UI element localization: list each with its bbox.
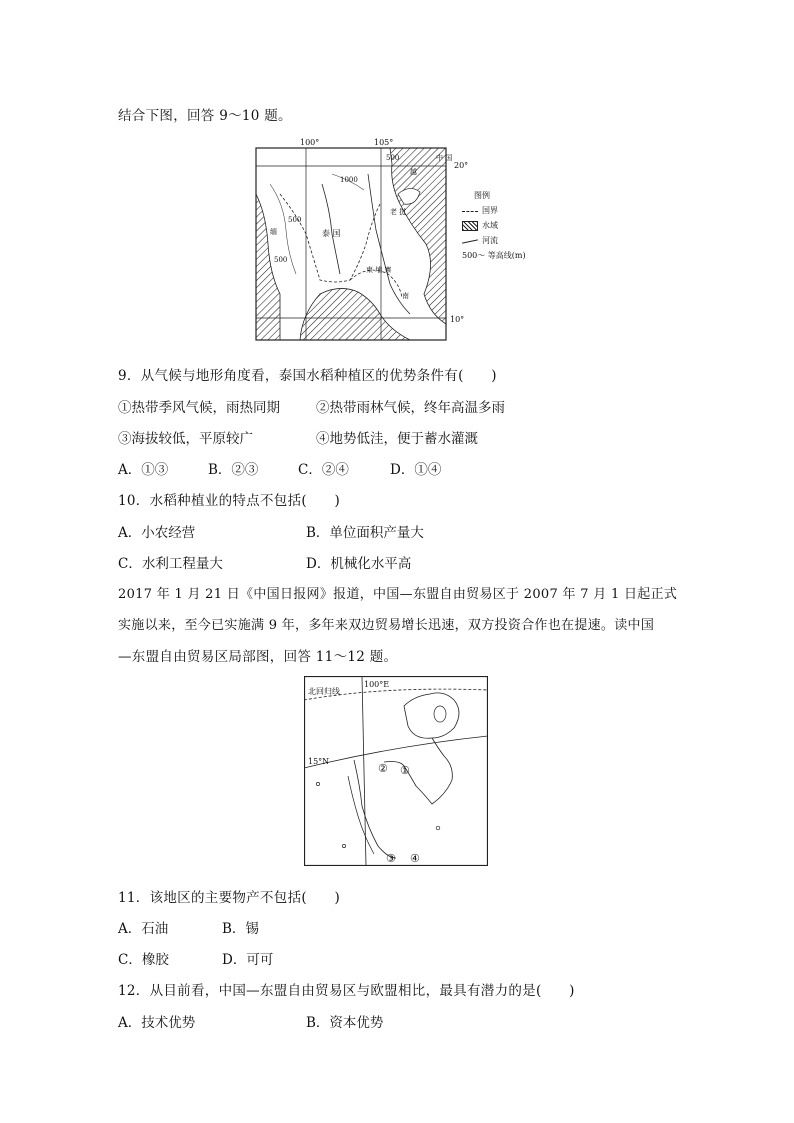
q10-option-c[interactable]: C．水利工程量大 — [118, 556, 223, 572]
q9-option-c[interactable]: C．②④ — [298, 462, 349, 478]
passage-line-3: —东盟自由贸易区局部图，回答 11～12 题。 — [118, 649, 398, 665]
q12-stem: 12．从目前看，中国—东盟自由贸易区与欧盟相比，最具有潜力的是( ) — [118, 983, 575, 999]
contour-label-500a: 500 — [288, 216, 302, 224]
q11-option-d[interactable]: D．可可 — [222, 952, 274, 968]
q11-option-c[interactable]: C．橡胶 — [118, 952, 169, 968]
q11-option-a[interactable]: A．石油 — [118, 921, 169, 937]
contour-label-1000: 1000 — [340, 176, 358, 184]
marker-1: ① — [400, 764, 410, 777]
passage-line-1: 2017 年 1 月 21 日《中国日报网》报道，中国—东盟自由贸易区于 2007 年 7 月 1 日起正式 — [118, 587, 678, 602]
legend-river: 河流 — [462, 233, 572, 248]
q9-statement-2: ②热带雨林气候，终年高温多雨 — [316, 400, 505, 416]
legend-border: 国界 — [462, 203, 572, 218]
lat-20-label: 20° — [454, 161, 469, 170]
label-cambodia: 柬 埔 寨 — [366, 266, 392, 274]
label-china: 中 国 — [436, 154, 453, 162]
q11-stem: 11．该地区的主要物产不包括( ) — [118, 890, 341, 906]
lat-10-label: 10° — [450, 315, 465, 324]
legend-title: 图例 — [474, 191, 490, 200]
q9-option-a[interactable]: A．①③ — [118, 462, 169, 478]
map1-svg — [240, 134, 480, 346]
q12-option-a[interactable]: A．技术优势 — [118, 1015, 196, 1031]
q10-option-a[interactable]: A．小农经营 — [118, 525, 196, 541]
marker-3: ③ — [386, 852, 396, 865]
q9-option-b[interactable]: B．②③ — [208, 462, 259, 478]
q9-stem: 9．从气候与地形角度看，泰国水稻种植区的优势条件有( ) — [118, 368, 497, 384]
q11-option-b[interactable]: B．锡 — [222, 921, 259, 937]
q10-option-d[interactable]: D．机械化水平高 — [306, 556, 412, 572]
passage-line-2: 实施以来，至今已实施满 9 年，多年来双边贸易增长迅速，双方投资合作也在提速。读中国 — [118, 618, 655, 633]
label-vietnam-south: 南 — [402, 292, 409, 300]
label-thailand: 泰 国 — [322, 229, 341, 238]
label-myanmar: 缅 — [270, 228, 277, 236]
lat-15n-label: 15°N — [308, 757, 330, 766]
q10-option-b[interactable]: B．单位面积产量大 — [306, 525, 424, 541]
intro-text: 结合下图，回答 9～10 题。 — [118, 108, 292, 124]
legend-contour: 500～ 等高线(m) — [462, 251, 526, 260]
q10-stem: 10．水稻种植业的特点不包括( ) — [118, 493, 341, 509]
map2-frame — [305, 677, 488, 866]
lon-100-label: 100° — [300, 138, 320, 147]
marker-4: ④ — [410, 852, 420, 865]
q9-statement-4: ④地势低洼，便于蓄水灌溉 — [316, 431, 478, 447]
contour-label-1500: 500 — [386, 154, 400, 162]
q9-option-d[interactable]: D．①④ — [390, 462, 442, 478]
contour-label-500b: 500 — [274, 256, 288, 264]
map1-legend — [462, 188, 572, 263]
legend-water: 水域 — [462, 218, 572, 233]
q9-statement-3: ③海拔较低，平原较广 — [118, 431, 253, 447]
map2-svg — [304, 676, 488, 866]
q9-statement-1: ①热带季风气候，雨热同期 — [118, 400, 280, 416]
label-laos: 老 挝 — [390, 208, 407, 216]
q12-option-b[interactable]: B．资本优势 — [306, 1015, 384, 1031]
lon-100e-label: 100°E — [364, 680, 390, 689]
marker-2: ② — [378, 762, 388, 775]
lon-105-label: 105° — [374, 138, 394, 147]
map-southeast-asia — [240, 134, 526, 346]
map-china-asean — [304, 676, 488, 866]
tropic-label: 北回归线 — [308, 687, 340, 696]
label-vietnam: 越 — [410, 168, 417, 176]
